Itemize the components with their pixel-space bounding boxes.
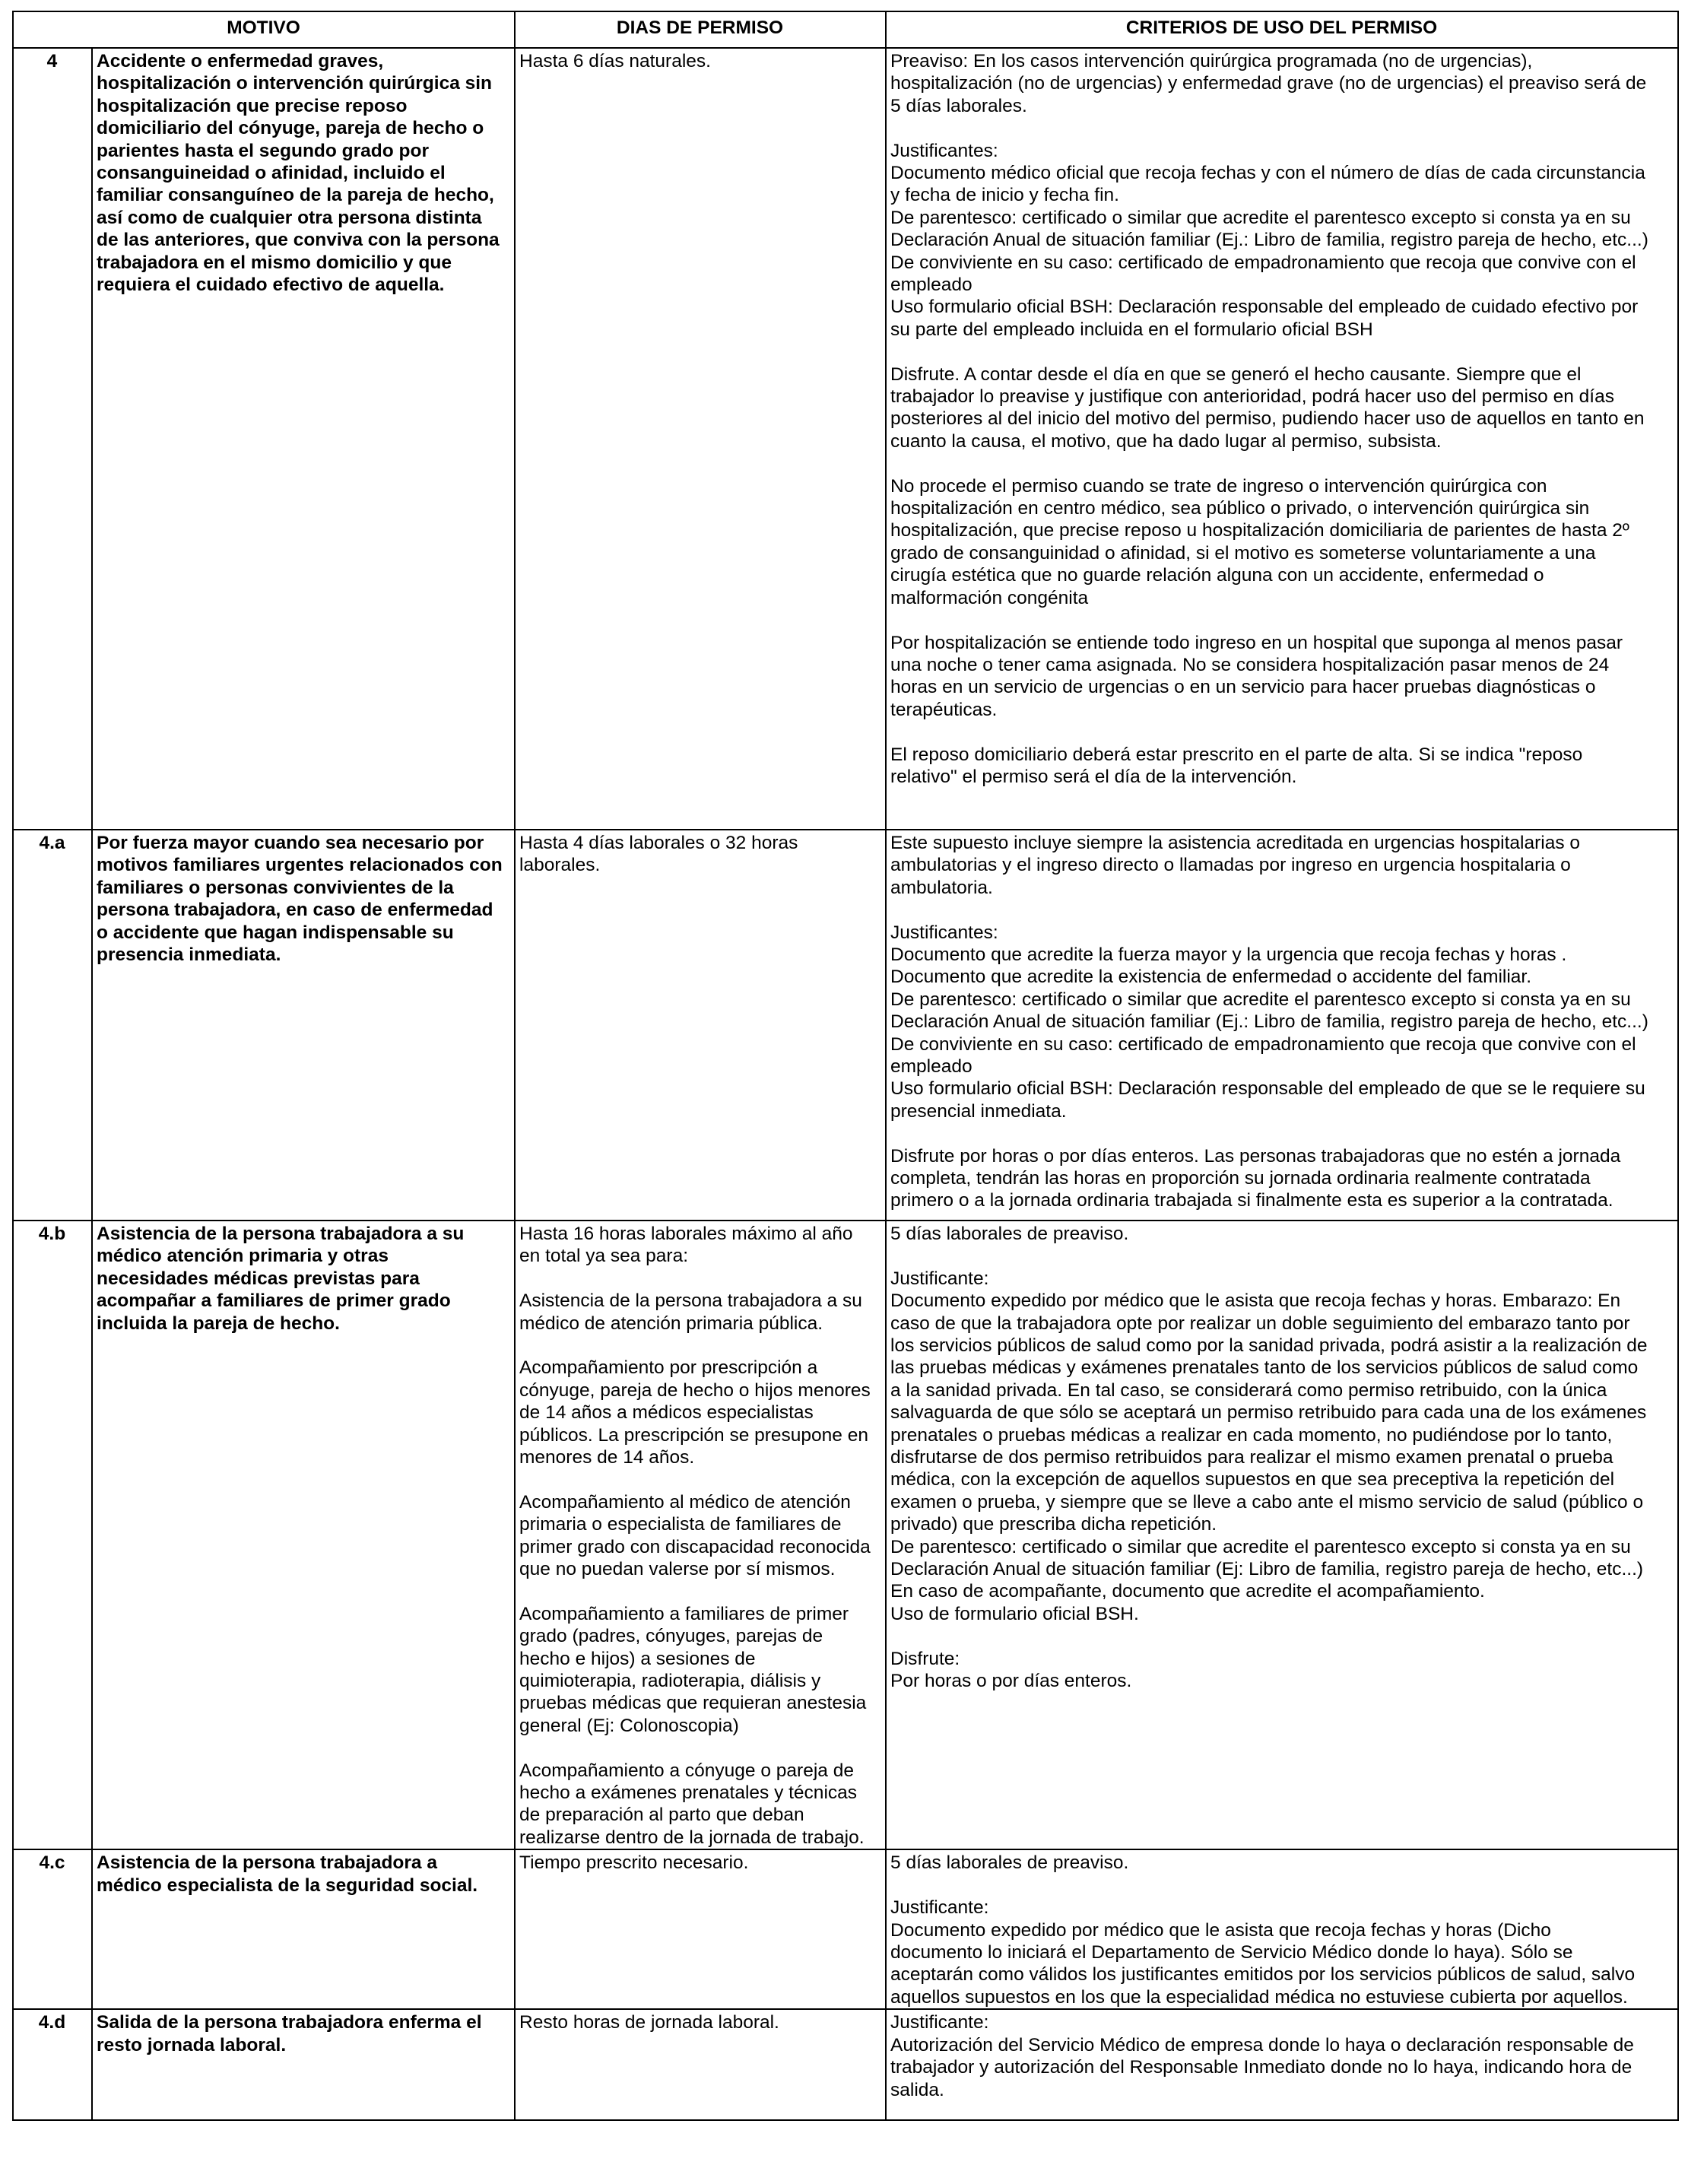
text-line: laborales.	[519, 855, 601, 876]
text-line: aquellos supuestos en los que la especialidad médica no estuviese cubierta por aquellos.	[890, 1986, 1628, 2008]
text-line: Declaración Anual de situación familiar (Ej.: Libro de familia, registro pareja de hecho, etc...)	[890, 230, 1648, 251]
text-line: cónyuge, pareja de hecho o hijos menores	[519, 1379, 871, 1401]
text-line: Este supuesto incluye siempre la asistencia acreditada en urgencias hospitalarias o	[890, 833, 1581, 853]
text-line: 5 días laborales de preaviso.	[890, 1852, 1129, 1874]
text-line: Uso formulario oficial BSH: Declaración responsable del empleado de cuidado efectivo por	[890, 297, 1639, 318]
dias-cell	[515, 48, 886, 830]
text-line: públicos. La prescripción se presupone en	[519, 1424, 868, 1446]
text-line: de las anteriores, que conviva con la persona	[97, 230, 500, 251]
criterios-cell	[886, 830, 1678, 1221]
text-line: hospitalización que precise reposo	[97, 95, 408, 116]
blank-line	[890, 1122, 1673, 1144]
text-line: que no puedan valerse por sí mismos.	[519, 1559, 836, 1580]
text-line: disfrutarse de dos permiso retribuidos para realizar el mismo examen prenatal o prueba	[890, 1447, 1613, 1468]
text-line: presencia inmediata.	[97, 944, 281, 966]
text-line: Documento médico oficial que recoja fechas y con el número de días de cada circunstancia	[890, 163, 1645, 184]
text-line: malformación congénita	[890, 587, 1089, 608]
text-line: Acompañamiento a cónyuge o pareja de	[519, 1760, 854, 1781]
text-line: De conviviente en su caso: certificado de empadronamiento que recoja que convive con el	[890, 1033, 1636, 1055]
text-line: De parentesco: certificado o similar que acredite el parentesco excepto si consta ya en su	[890, 989, 1631, 1010]
text-line: empleado	[890, 275, 973, 296]
text-line: 5 días laborales de preaviso.	[890, 1224, 1129, 1244]
blank-line	[890, 609, 1673, 631]
text-line: grado (padres, cónyuges, parejas de	[519, 1626, 823, 1647]
blank-line	[890, 1874, 1673, 1897]
text-line: empleado	[890, 1056, 973, 1078]
header-criterios: CRITERIOS DE USO DEL PERMISO	[886, 11, 1678, 48]
text-line: Justificante:	[890, 1897, 989, 1919]
criterios-cell	[886, 2009, 1678, 2120]
text-line: de preparación al parto que deban	[519, 1805, 804, 1826]
text-line: las pruebas médicas y exámenes prenatales tanto de los servicios públicos de salud como	[890, 1357, 1639, 1379]
row-code: 4.b	[13, 1221, 92, 1849]
text-line: El reposo domiciliario deberá estar prescrito en el parte de alta. Si se indica "reposo	[890, 744, 1583, 765]
text-line: Hasta 6 días naturales.	[519, 51, 711, 71]
blank-line	[890, 1625, 1673, 1647]
dias-cell	[515, 1221, 886, 1849]
permisos-table	[12, 11, 1679, 2121]
text-line: trabajador lo preavise y justifique con anterioridad, podrá hacer uso del permiso en días	[890, 386, 1614, 408]
blank-line	[890, 721, 1673, 743]
text-line: Resto horas de jornada laboral.	[519, 2012, 779, 2033]
text-line: domiciliario del cónyuge, pareja de hecho o	[97, 118, 484, 139]
table-row	[13, 48, 1678, 830]
text-line: médico de atención primaria pública.	[519, 1313, 823, 1334]
text-line: Justificantes:	[890, 922, 998, 943]
text-line: Hasta 4 días laborales o 32 horas	[519, 833, 798, 853]
text-line: Declaración Anual de situación familiar (Ej.: Libro de familia, registro pareja de hecho, etc...)	[890, 1011, 1648, 1033]
motivo-cell	[92, 1849, 515, 2009]
text-line: ambulatorias y el ingreso directo o llamadas por ingreso en urgencia hospitalaria o	[890, 855, 1571, 876]
text-line: horas en un servicio de urgencias o en un servicio para hacer pruebas diagnósticas o	[890, 677, 1596, 698]
text-line: Documento que acredite la fuerza mayor y la urgencia que recoja fechas y horas .	[890, 944, 1567, 966]
text-line: documento lo iniciará el Departamento de Servicio Médico donde lo haya). Sólo se	[890, 1941, 1573, 1963]
text-line: No procede el permiso cuando se trate de ingreso o intervención quirúrgica con	[890, 475, 1547, 497]
table-row	[13, 1849, 1678, 2009]
text-line: familiares o personas convivientes de la	[97, 877, 454, 898]
text-line: los servicios públicos de salud como por la sanidad privada, podrá asistir a la realización de	[890, 1335, 1648, 1357]
text-line: Declaración Anual de situación familiar (Ej: Libro de familia, registro pareja de hecho, etc...)	[890, 1559, 1644, 1580]
text-line: Hasta 16 horas laborales máximo al año	[519, 1224, 853, 1244]
text-line: una noche o tener cama asignada. No se considera hospitalización pasar menos de 24	[890, 654, 1610, 675]
text-line: hecho e hijos) a sesiones de	[519, 1648, 756, 1669]
text-line: 5 días laborales.	[890, 95, 1027, 116]
text-line: resto jornada laboral.	[97, 2034, 287, 2055]
text-line: trabajadora en el mismo domicilio y que	[97, 252, 452, 273]
text-line: Disfrute. A contar desde el día en que se generó el hecho causante. Siempre que el	[890, 363, 1582, 385]
text-line: De conviviente en su caso: certificado de empadronamiento que recoja que convive con el	[890, 252, 1636, 273]
motivo-cell	[92, 2009, 515, 2120]
text-line: Documento expedido por médico que le asista que recoja fechas y horas. Embarazo: En	[890, 1290, 1621, 1312]
text-line: primero o a la jornada ordinaria trabajada si finalmente esta es superior a la contratada.	[890, 1190, 1613, 1211]
text-line: médico atención primaria y otras	[97, 1246, 389, 1267]
text-line: Tiempo prescrito necesario.	[519, 1852, 749, 1874]
text-line: persona trabajadora, en caso de enfermedad	[97, 900, 493, 921]
text-line: Salida de la persona trabajadora enferma el	[97, 2012, 482, 2033]
table-row	[13, 2009, 1678, 2120]
text-line: quimioterapia, radioterapia, diálisis y	[519, 1671, 821, 1692]
text-line: Disfrute por horas o por días enteros. Las personas trabajadoras que no estén a jornada	[890, 1145, 1621, 1167]
criterios-cell	[886, 48, 1678, 830]
text-line: Por hospitalización se entiende todo ingreso en un hospital que suponga al menos pasar	[890, 632, 1623, 653]
text-line: cirugía estética que no guarde relación alguna con un accidente, enfermedad o	[890, 565, 1544, 586]
text-line: Uso formulario oficial BSH: Declaración responsable del empleado de que se le requiere su	[890, 1078, 1645, 1100]
blank-line	[890, 1245, 1673, 1267]
criterios-cell	[886, 1221, 1678, 1849]
text-line: así como de cualquier otra persona distinta	[97, 207, 482, 228]
blank-line	[519, 1268, 880, 1290]
text-line: su parte del empleado incluida en el formulario oficial BSH	[890, 319, 1373, 340]
blank-line	[890, 117, 1673, 139]
text-line: Documento expedido por médico que le asista que recoja fechas y horas (Dicho	[890, 1919, 1551, 1941]
text-line: terapéuticas.	[890, 699, 998, 720]
text-line: familiar consanguíneo de la pareja de hecho,	[97, 185, 494, 206]
text-line: pruebas médicas que requieran anestesia	[519, 1693, 867, 1714]
text-line: privado) que prescriba dicha repetición.	[890, 1514, 1217, 1535]
text-line: Por fuerza mayor cuando sea necesario por	[97, 833, 484, 853]
text-line: a la sanidad privada. En tal caso, se considerará como permiso retribuido, con la única	[890, 1379, 1607, 1401]
text-line: posteriores al del inicio del motivo del permiso, pudiendo hacer uso de aquellos en tanto en	[890, 408, 1645, 430]
table-row	[13, 1221, 1678, 1849]
text-line: incluida la pareja de hecho.	[97, 1313, 340, 1334]
table-row	[13, 830, 1678, 1221]
text-line: general (Ej: Colonoscopia)	[519, 1715, 739, 1736]
text-line: Por horas o por días enteros.	[890, 1671, 1132, 1692]
blank-line	[890, 341, 1673, 363]
text-line: de 14 años a médicos especialistas	[519, 1402, 814, 1424]
row-code: 4.d	[13, 2009, 92, 2120]
text-line: y fecha de inicio y fecha fin.	[890, 185, 1119, 206]
dias-cell	[515, 1849, 886, 2009]
text-line: Autorización del Servicio Médico de empresa donde lo haya o declaración responsable de	[890, 2034, 1634, 2055]
text-line: examen o prueba, y siempre que se lleve a cabo ante el mismo servicio de salud (público o	[890, 1491, 1644, 1513]
table-header-row	[13, 11, 1678, 48]
text-line: relativo" el permiso será el día de la intervención.	[890, 766, 1297, 787]
blank-line	[519, 1468, 880, 1490]
text-line: Disfrute:	[890, 1648, 960, 1669]
text-line: médico especialista de la seguridad social.	[97, 1874, 478, 1896]
text-line: hospitalización (no de urgencias) y enfermedad grave (no de urgencias) el preaviso será de	[890, 73, 1647, 94]
text-line: prenatales o pruebas médicas a realizar en cada momento, no pudiéndose por lo tanto,	[890, 1424, 1613, 1446]
dias-cell	[515, 830, 886, 1221]
text-line: grado de consanguinidad o afinidad, si el motivo es someterse voluntariamente a una	[890, 542, 1596, 563]
text-line: médica, con la excepción de aquellos supuestos en que sea preceptiva la repetición del	[890, 1469, 1615, 1490]
text-line: Uso de formulario oficial BSH.	[890, 1603, 1139, 1624]
text-line: salida.	[890, 2079, 944, 2100]
row-code: 4.a	[13, 830, 92, 1221]
text-line: acompañar a familiares de primer grado	[97, 1290, 451, 1312]
row-code: 4	[13, 48, 92, 830]
text-line: aceptarán como válidos los justificantes emitidos por los servicios públicos de salud, salvo	[890, 1964, 1636, 1986]
motivo-cell	[92, 830, 515, 1221]
header-motivo: MOTIVO	[13, 11, 515, 48]
text-line: necesidades médicas previstas para	[97, 1268, 420, 1289]
motivo-cell	[92, 1221, 515, 1849]
text-line: Asistencia de la persona trabajadora a su	[97, 1224, 465, 1244]
text-line: Documento que acredite la existencia de enfermedad o accidente del familiar.	[890, 967, 1532, 988]
text-line: salvaguarda de que sólo se aceptará un permiso retribuido para cada una de los exámenes	[890, 1402, 1647, 1424]
text-line: caso de que la trabajadora opte por realizar un doble seguimiento del embarazo tanto por	[890, 1313, 1630, 1334]
text-line: completa, tendrán las horas en proporción su jornada ordinaria realmente contratada	[890, 1168, 1591, 1189]
row-code: 4.c	[13, 1849, 92, 2009]
text-line: presencial inmediata.	[890, 1100, 1067, 1122]
text-line: primaria o especialista de familiares de	[519, 1514, 842, 1535]
text-line: Acompañamiento a familiares de primer	[519, 1603, 849, 1624]
blank-line	[890, 452, 1673, 475]
text-line: hospitalización o intervención quirúrgica sin	[97, 73, 493, 94]
blank-line	[519, 1335, 880, 1357]
text-line: Acompañamiento por prescripción a	[519, 1357, 818, 1379]
text-line: realizarse dentro de la jornada de trabajo.	[519, 1827, 865, 1848]
text-line: Asistencia de la persona trabajadora a	[97, 1852, 437, 1874]
criterios-cell	[886, 1849, 1678, 2009]
blank-line	[890, 899, 1673, 921]
text-line: ambulatoria.	[890, 877, 993, 898]
text-line: en total ya sea para:	[519, 1246, 689, 1267]
document-page	[12, 11, 1677, 2121]
text-line: Acompañamiento al médico de atención	[519, 1491, 851, 1513]
text-line: hospitalización, que precise reposo u hospitalización domiciliaria de parientes de hasta 2º	[890, 520, 1629, 541]
blank-line	[519, 1580, 880, 1602]
text-line: Preaviso: En los casos intervención quirúrgica programada (no de urgencias),	[890, 51, 1533, 71]
text-line: hecho a exámenes prenatales y técnicas	[519, 1782, 858, 1804]
text-line: Asistencia de la persona trabajadora a su	[519, 1290, 862, 1312]
text-line: parientes hasta el segundo grado por	[97, 140, 430, 161]
text-line: o accidente que hagan indispensable su	[97, 922, 454, 943]
text-line: cuanto la causa, el motivo, que ha dado lugar al permiso, subsista.	[890, 430, 1442, 452]
text-line: menores de 14 años.	[519, 1447, 695, 1468]
text-line: Justificantes:	[890, 140, 998, 161]
text-line: motivos familiares urgentes relacionados con	[97, 855, 503, 876]
text-line: consanguineidad o afinidad, incluido el	[97, 163, 446, 184]
text-line: hospitalización en centro médico, sea público o privado, o intervención quirúrgica sin	[890, 498, 1590, 519]
text-line: Accidente o enfermedad graves,	[97, 51, 384, 71]
text-line: De parentesco: certificado o similar que acredite el parentesco excepto si consta ya en su	[890, 1536, 1631, 1557]
blank-line	[519, 1737, 880, 1759]
text-line: Justificante:	[890, 1268, 989, 1289]
motivo-cell	[92, 48, 515, 830]
text-line: En caso de acompañante, documento que acredite el acompañamiento.	[890, 1581, 1485, 1602]
text-line: De parentesco: certificado o similar que acredite el parentesco excepto si consta ya en su	[890, 207, 1631, 228]
header-dias: DIAS DE PERMISO	[515, 11, 886, 48]
text-line: Justificante:	[890, 2012, 989, 2033]
dias-cell	[515, 2009, 886, 2120]
text-line: trabajador y autorización del Responsable Inmediato donde no lo haya, indicando hora de	[890, 2057, 1632, 2078]
text-line: requiera el cuidado efectivo de aquella.	[97, 275, 445, 296]
text-line: primer grado con discapacidad reconocida	[519, 1536, 871, 1557]
